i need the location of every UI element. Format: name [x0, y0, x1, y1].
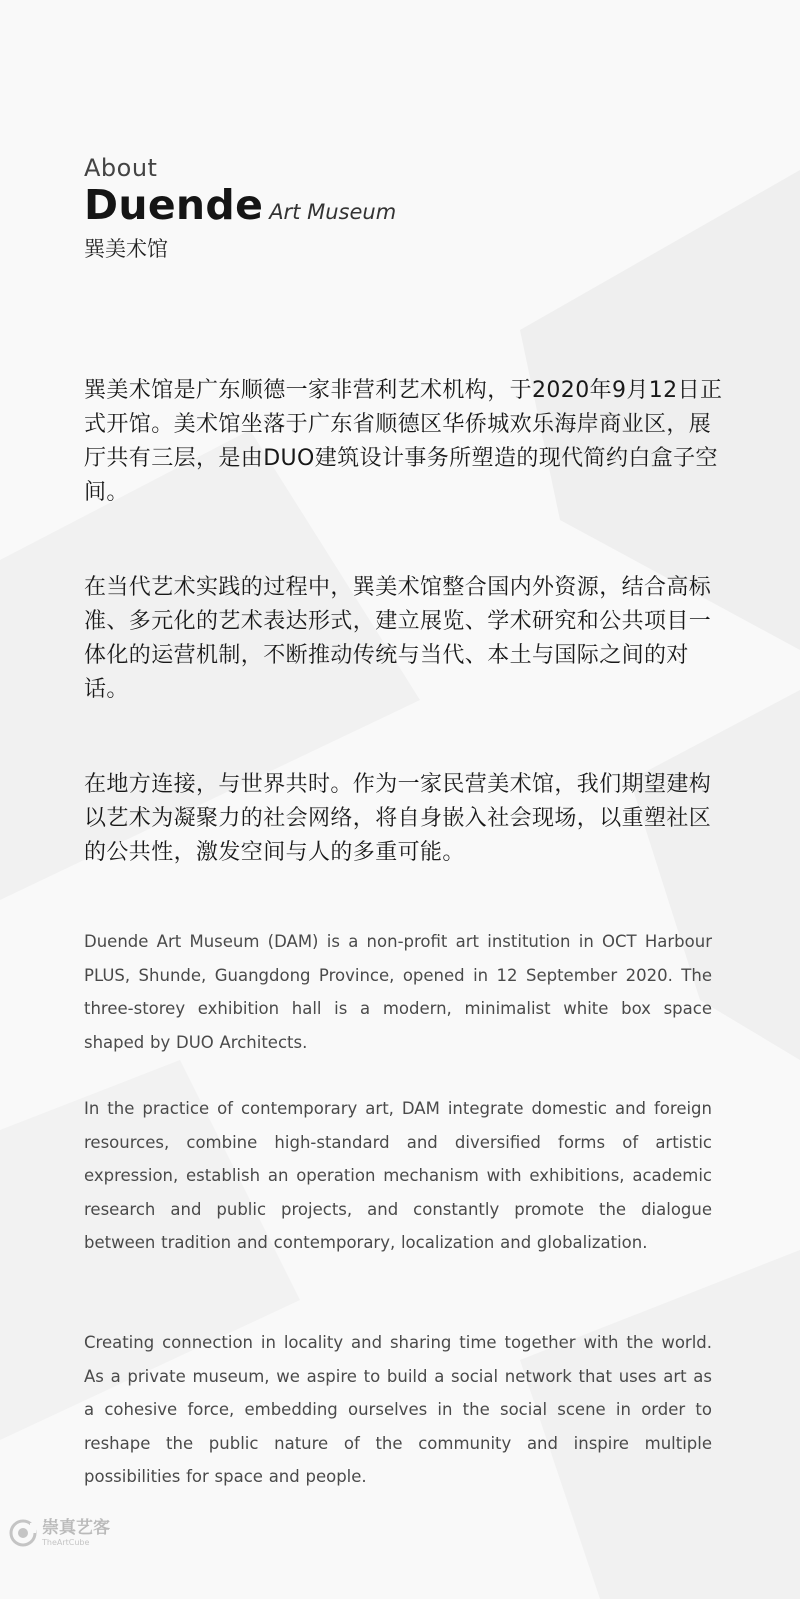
english-paragraph-1: Duende Art Museum (DAM) is a non-profit art institution in OCT Harbour PLUS, Shunde, Guangdong Province, opened in 12 September 2020. The three-storey exhibition hall is a modern, minimalist white box space shaped by DUO Architects.: [84, 932, 712, 1052]
brand-name: Duende: [84, 181, 264, 229]
english-paragraph-2: In the practice of contemporary art, DAM integrate domestic and foreign resources, combine high-standard and diversified forms of artistic expression, establish an operation mechanism with exhibitions, academic research and public projects, and constantly promote the dialogue between tradition and contemporary, localization and globalization.: [84, 1099, 712, 1252]
chinese-paragraph-2: 在当代艺术实践的过程中，巽美术馆整合国内外资源，结合高标准、多元化的艺术表达形式，建立展览、学术研究和公共项目一体化的运营机制，不断推动传统与当代、本土与国际之间的对话。: [84, 575, 712, 702]
watermark-text: [42, 1517, 110, 1547]
chinese-paragraph-3: 在地方连接，与世界共时。作为一家民营美术馆，我们期望建构以艺术为凝聚力的社会网络，将自身嵌入社会现场，以重塑社区的公共性，激发空间与人的多重可能。: [84, 772, 712, 865]
english-paragraph-3: Creating connection in locality and sharing time together with the world. As a private museum, we aspire to build a social network that uses art as a cohesive force, embedding ourselves in the social scene in order to reshape the public nature of the community and inspire multiple possibilities for space and people.: [84, 1333, 712, 1486]
chinese-name: 巽美术馆: [84, 237, 168, 261]
watermark-en: TheArtCube: [42, 1537, 90, 1547]
watermark: [8, 1518, 110, 1548]
watermark-cn: 崇真艺客: [42, 1517, 110, 1538]
title-row: [84, 181, 396, 229]
brand-subtitle: Art Museum: [269, 200, 397, 224]
watermark-logo-icon: [8, 1518, 38, 1548]
about-label: About: [84, 154, 158, 182]
chinese-paragraph-1: 巽美术馆是广东顺德一家非营利艺术机构，于2020年9月12日正式开馆。美术馆坐落于广东省顺德区华侨城欢乐海岸商业区，展厅共有三层，是由DUO建筑设计事务所塑造的现代简约白盒子空间。: [84, 378, 723, 505]
